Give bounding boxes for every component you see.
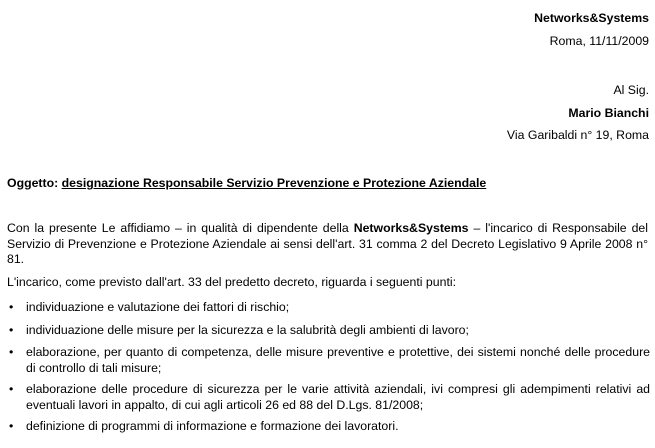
list-item-text: elaborazione delle procedure di sicurezza per le varie attività aziendali, ivi compresi gli adempimenti relativi ad eventuali lavori in appalto, di cui agli articoli 26 ed 88 del D.Lgs. 81/2008;	[26, 382, 650, 412]
list-item	[0, 323, 650, 339]
subject-title: designazione Responsabile Servizio Prevenzione e Protezione Aziendale	[61, 176, 487, 190]
subject-label: Oggetto:	[7, 176, 59, 190]
recipient-address: Via Garibaldi n° 19, Roma	[506, 128, 649, 142]
list-intro: L'incarico, come previsto dall'art. 33 del predetto decreto, riguarda i seguenti punti:	[7, 275, 457, 289]
recipient-name: Mario Bianchi	[568, 106, 649, 120]
bullet-icon: •	[9, 300, 14, 314]
list-item-text: definizione di programmi di informazione e formazione dei lavoratori.	[26, 419, 399, 433]
company-name: Networks&Systems	[534, 11, 649, 25]
list-item-text: individuazione e valutazione dei fattori di rischio;	[26, 300, 290, 314]
list-item	[0, 382, 650, 413]
list-item	[0, 345, 650, 376]
intro-paragraph	[7, 221, 648, 268]
list-item	[0, 419, 650, 435]
subject-line	[7, 176, 486, 190]
list-item-text: individuazione delle misure per la sicurezza e la salubrità degli ambienti di lavoro;	[26, 322, 469, 337]
bullet-icon: •	[9, 419, 14, 433]
intro-company: Networks&Systems	[353, 221, 469, 235]
duties-list	[0, 300, 650, 435]
place-date: Roma, 11/11/2009	[549, 34, 649, 48]
recipient-salutation: Al Sig.	[613, 83, 649, 97]
bullet-icon: •	[9, 345, 14, 359]
bullet-icon: •	[9, 382, 14, 396]
intro-text-after: – l'incarico di Responsabile del Servizio di Prevenzione e Protezione Aziendale ai sensi dell'art. 31 comma 2 del Decreto Legislativo 9 Aprile 2008 n° 81.	[7, 221, 648, 266]
intro-text-before: Con la presente Le affidiamo – in qualità di dipendente della	[7, 221, 354, 235]
list-item-text: elaborazione, per quanto di competenza, delle misure preventive e protettive, dei sistemi nonché delle procedure di controllo di tali misure;	[26, 345, 650, 375]
bullet-icon: •	[9, 322, 14, 337]
list-item	[0, 300, 650, 316]
